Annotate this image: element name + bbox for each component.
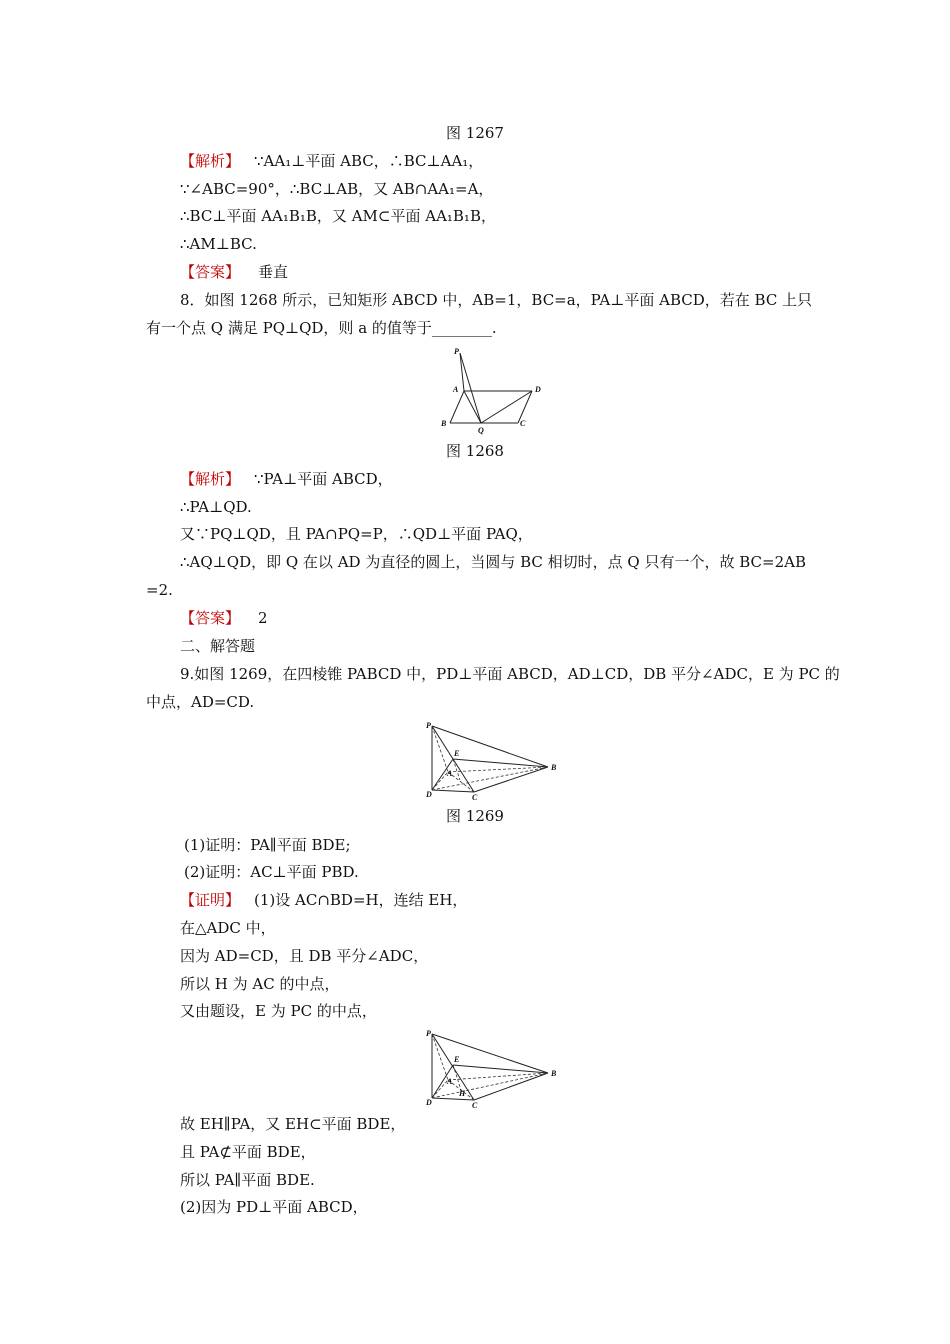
q9-text-line-1: 9.如图 1269，在四棱锥 PABCD 中，PD⊥平面 ABCD，AD⊥CD，DB 平分∠ADC，E 为 PC 的: [180, 665, 840, 683]
analysis-tag: 【解析】: [180, 152, 241, 170]
label-B: B: [441, 419, 447, 428]
q8-answer-text: 2: [258, 609, 268, 627]
q9-part-1: (1)证明：PA∥平面 BDE;: [184, 836, 351, 854]
proof-line-8: 所以 PA∥平面 BDE.: [180, 1171, 315, 1189]
label-A: A: [453, 385, 459, 394]
label-B: B: [551, 763, 557, 772]
label-P: P: [454, 347, 459, 356]
q8-analysis-line-3: 又∵PQ⊥QD，且 PA∩PQ=P，∴QD⊥平面 PAQ，: [180, 525, 533, 543]
label-H: H: [459, 1089, 466, 1098]
label-C: C: [472, 793, 478, 802]
analysis-line-1: [180, 151, 483, 171]
label-E: E: [454, 749, 460, 758]
label-B: B: [551, 1069, 557, 1078]
analysis-text: ∵AA₁⊥平面 ABC，∴BC⊥AA₁，: [254, 152, 484, 170]
q8-analysis-text: ∵PA⊥平面 ABCD，: [254, 470, 393, 488]
q8-analysis-line-5: =2.: [146, 581, 173, 599]
proof-line-5: 又由题设，E 为 PC 的中点，: [180, 1002, 377, 1020]
q8-analysis-line-2: ∴PA⊥QD.: [180, 498, 252, 516]
q9-part-2: (2)证明：AC⊥平面 PBD.: [184, 863, 359, 881]
q8-analysis-line-4: ∴AQ⊥QD，即 Q 在以 AD 为直径的圆上，当圆与 BC 相切时，点 Q 只有一个，故 BC=2AB: [180, 553, 806, 571]
answer-tag: 【答案】: [180, 263, 241, 281]
label-Q: Q: [478, 426, 484, 435]
analysis-line-4: ∴AM⊥BC.: [180, 235, 257, 253]
q8-text-line-1: 8．如图 1268 所示，已知矩形 ABCD 中，AB=1，BC=a，PA⊥平面 ABCD，若在 BC 上只: [180, 291, 813, 309]
figure-1269-with-h: [424, 1028, 564, 1110]
proof-line-3: 因为 AD=CD，且 DB 平分∠ADC，: [180, 947, 429, 965]
figure-1269-caption: 图 1269: [446, 807, 504, 825]
q8-answer-line: [180, 608, 268, 628]
label-D: D: [426, 1098, 432, 1107]
analysis-line-3: ∴BC⊥平面 AA₁B₁B，又 AM⊂平面 AA₁B₁B，: [180, 207, 496, 225]
q8-answer-tag: 【答案】: [180, 609, 241, 627]
label-D: D: [426, 790, 432, 799]
q8-analysis-line-1: [180, 469, 393, 489]
q9-text-line-2: 中点，AD=CD.: [146, 693, 255, 711]
proof-line-9: (2)因为 PD⊥平面 ABCD，: [180, 1198, 368, 1216]
figure-1267-caption: 图 1267: [446, 124, 504, 142]
label-A: A: [447, 1077, 453, 1086]
label-A: A: [447, 769, 453, 778]
analysis-line-2: ∵∠ABC=90°，∴BC⊥AB，又 AB∩AA₁=A，: [180, 180, 494, 198]
label-C: C: [472, 1101, 478, 1110]
proof-line-6: 故 EH∥PA，又 EH⊂平面 BDE，: [180, 1115, 406, 1133]
figure-1268: [438, 345, 558, 435]
proof-line-1: [180, 890, 467, 910]
label-P: P: [426, 721, 431, 730]
label-D: D: [535, 385, 541, 394]
proof-line-2: 在△ADC 中，: [180, 919, 276, 937]
label-P: P: [426, 1029, 431, 1038]
answer-text: 垂直: [258, 263, 289, 281]
q8-text-line-2: 有一个点 Q 满足 PQ⊥QD，则 a 的值等于________.: [146, 319, 497, 337]
section-heading: 二、解答题: [180, 637, 256, 655]
figure-1268-caption: 图 1268: [446, 442, 504, 460]
label-C: C: [520, 419, 526, 428]
proof-line-7: 且 PA⊄平面 BDE，: [180, 1143, 316, 1161]
answer-line: [180, 262, 288, 282]
q8-analysis-tag: 【解析】: [180, 470, 241, 488]
figure-1269: [424, 720, 564, 802]
proof-text: (1)设 AC∩BD=H，连结 EH，: [254, 891, 468, 909]
proof-tag: 【证明】: [180, 891, 241, 909]
label-E: E: [454, 1055, 460, 1064]
proof-line-4: 所以 H 为 AC 的中点，: [180, 975, 340, 993]
